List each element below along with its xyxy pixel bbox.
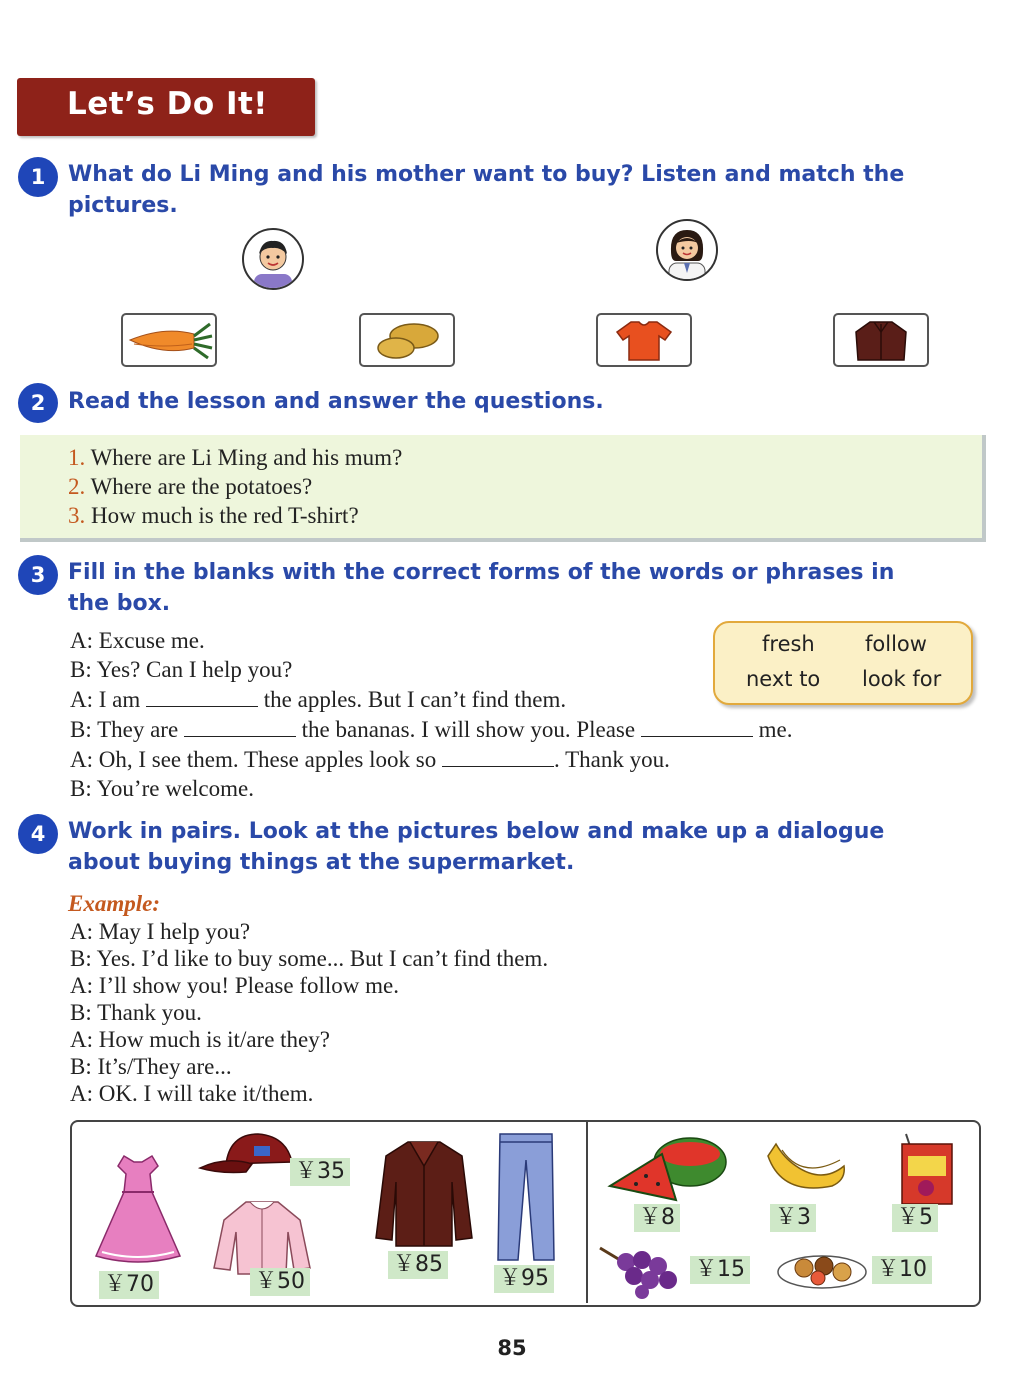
carrot-picture [121, 313, 217, 367]
example-line: B: It’s/They are... [70, 1054, 232, 1079]
price-dress: ￥70 [99, 1271, 159, 1299]
section-1-instruction [68, 159, 988, 221]
example-line: B: Yes. I’d like to buy some... But I can’t find them. [70, 946, 549, 971]
price-cap: ￥35 [290, 1158, 350, 1186]
section-1-number: 1 [18, 157, 58, 197]
watermelon-icon [606, 1134, 728, 1206]
section-4-instruction-line-1: Work in pairs. Look at the pictures below and make up a dialogue [68, 819, 885, 844]
page-number: 85 [497, 1336, 527, 1360]
example-line: B: Thank you. [70, 1000, 202, 1025]
leather-jacket-icon [374, 1138, 474, 1250]
word-fresh: fresh [762, 632, 815, 656]
section-3-instruction [68, 557, 988, 619]
questions-box [20, 435, 986, 542]
section-2-number: 2 [18, 383, 58, 423]
section-2-instruction: Read the lesson and answer the questions. [68, 389, 604, 414]
section-3-number: 3 [18, 555, 58, 595]
bananas-icon [762, 1136, 850, 1202]
section-4-number: 4 [18, 814, 58, 854]
section-1-instruction-line-2: pictures. [68, 193, 178, 218]
word-box [713, 621, 973, 705]
banner-title: Let’s Do It! [67, 86, 268, 122]
question-3: 3. How much is the red T-shirt? [68, 503, 359, 528]
dialogue-line-3: A: I am the apples. But I can’t find them. [70, 684, 950, 714]
example-dialogue [70, 918, 548, 1107]
dialogue-line-5: A: Oh, I see them. These apples look so . Thank you. [70, 744, 950, 774]
lets-do-it-banner [17, 78, 315, 136]
section-1-instruction-line-1: What do Li Ming and his mother want to buy? Listen and match the [68, 162, 905, 187]
price-jeans: ￥95 [494, 1265, 554, 1293]
section-4-instruction-line-2: about buying things at the supermarket. [68, 850, 575, 875]
question-2: 2. Where are the potatoes? [68, 474, 313, 499]
dialogue-line-2: B: Yes? Can I help you? [70, 657, 293, 682]
juice-box-icon [896, 1130, 958, 1206]
example-line: A: I’ll show you! Please follow me. [70, 973, 399, 998]
panel-divider [586, 1122, 588, 1303]
jacket-icon [836, 318, 926, 362]
section-3-instruction-line-1: Fill in the blanks with the correct forms of the words or phrases in [68, 560, 895, 585]
potatoes-picture [359, 313, 455, 367]
price-bananas: ￥3 [770, 1204, 816, 1232]
dialogue-line-1: A: Excuse me. [70, 628, 205, 653]
price-juice: ￥5 [892, 1204, 938, 1232]
blank-1[interactable] [146, 684, 258, 707]
carrot-icon [124, 318, 214, 362]
example-line: A: How much is it/are they? [70, 1027, 330, 1052]
blank-4[interactable] [442, 744, 554, 767]
example-line: A: May I help you? [70, 919, 251, 944]
red-tshirt-picture [596, 313, 692, 367]
potato-icon [362, 318, 452, 362]
dress-icon [92, 1152, 184, 1270]
dialogue-line-6: B: You’re welcome. [70, 776, 254, 801]
mother-portrait [656, 219, 718, 281]
price-biscuits: ￥10 [872, 1256, 932, 1284]
word-look-for: look for [862, 667, 942, 691]
word-next-to: next to [746, 667, 821, 691]
price-jacket: ￥85 [388, 1251, 448, 1279]
price-watermelon: ￥8 [634, 1204, 680, 1232]
word-follow: follow [865, 632, 927, 656]
section-4-instruction [68, 816, 988, 878]
li-ming-portrait [242, 228, 304, 290]
price-shirt: ￥50 [250, 1268, 310, 1296]
example-label: Example: [68, 891, 160, 916]
question-1: 1. Where are Li Ming and his mum? [68, 445, 403, 470]
price-grapes: ￥15 [690, 1256, 750, 1284]
pink-shirt-icon [210, 1198, 314, 1278]
blank-3[interactable] [641, 714, 753, 737]
tshirt-icon [599, 318, 689, 362]
cap-icon [196, 1128, 302, 1178]
dialogue-line-4: B: They are the bananas. I will show you. Please me. [70, 714, 950, 744]
biscuits-icon [776, 1246, 868, 1290]
blank-2[interactable] [184, 714, 296, 737]
section-3-instruction-line-2: the box. [68, 591, 171, 616]
jeans-icon [494, 1130, 558, 1264]
example-line: A: OK. I will take it/them. [70, 1081, 314, 1106]
brown-jacket-picture [833, 313, 929, 367]
grapes-icon [596, 1240, 686, 1300]
